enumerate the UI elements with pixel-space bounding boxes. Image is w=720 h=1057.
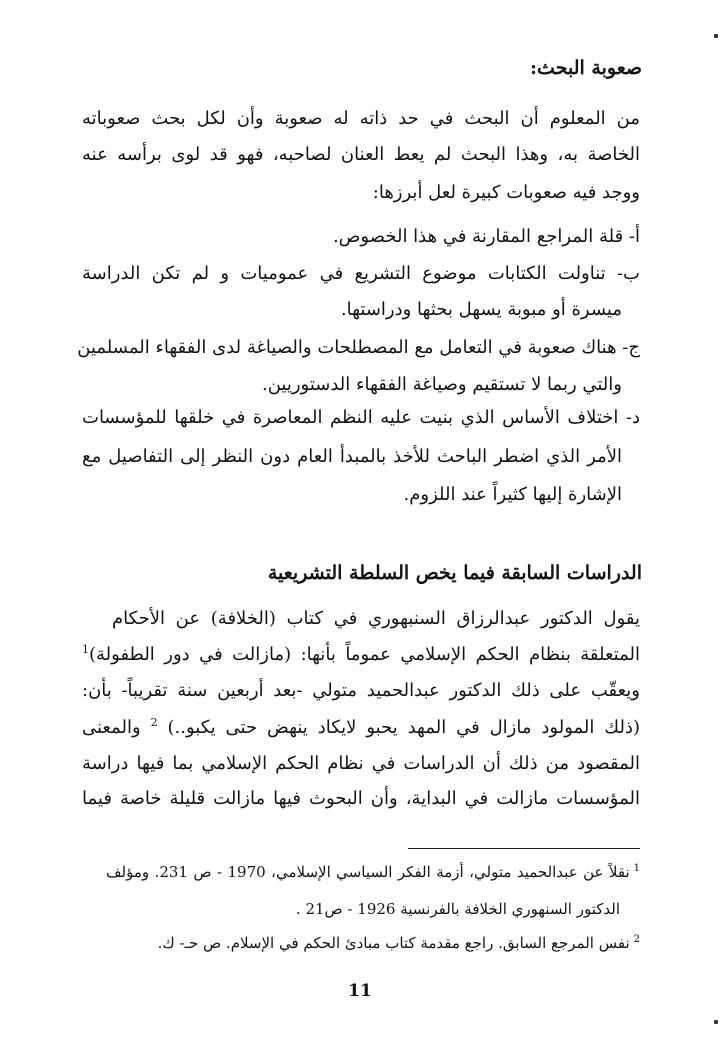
list-item-d-continuation: الإشارة إليها كثيراً عند اللزوم. [403, 484, 622, 505]
list-item-c-continuation: والتي ربما لا تستقيم وصياغة الفقهاء الدستوريين. [261, 374, 622, 395]
paragraph-line [82, 640, 640, 670]
footnote-text: نفس المرجع السابق. راجع مقدمة كتاب مبادئ الحكم في الإسلام. ص حـ- ك. [157, 934, 630, 952]
paragraph-line: يقول الدكتور عبدالرزاق السنبهوري في كتاب (الخلافة) عن الأحكام [112, 608, 640, 629]
list-item-b-continuation: ميسرة أو مبوبة يسهل بحثها ودراستها. [340, 299, 622, 320]
scan-edge-mark [714, 1020, 718, 1024]
list-item-a: أ- قلة المراجع المقارنة في هذا الخصوص. [332, 226, 640, 247]
list-item-d: د- اختلاف الأساس الذي بنيت عليه النظم المعاصرة في خلقها للمؤسسات [82, 407, 640, 428]
scan-edge-mark [714, 34, 718, 38]
footnote-separator [408, 848, 640, 849]
list-item-c: ج- هناك صعوبة في التعامل مع المصطلحات والصياغة لدى الفقهاء المسلمين [77, 337, 640, 358]
paragraph-line: المقصود من ذلك أن الدراسات في نظام الحكم الإسلامي بما فيها دراسة [82, 753, 640, 774]
paragraph-text: والمعنى [82, 717, 141, 738]
list-item-d-continuation: الأمر الذي اضطر الباحث للأخذ بالمبدأ العام دون النظر إلى التفاصيل مع [82, 446, 622, 467]
footnote-1 [106, 859, 640, 885]
footnote-ref-2: 2 [150, 716, 158, 729]
list-item-b: ب- تناولت الكتابات موضوع التشريع في عموميات و لم تكن الدراسة [82, 263, 640, 284]
paragraph-line: ويعقّب على ذلك الدكتور عبدالحميد متولي -بعد أربعين سنة تقريباً- بأن: [82, 680, 640, 701]
paragraph-text: (ذلك المولود مازال في المهد يحبو لايكاد ينهض حتى يكبو..) [167, 717, 640, 738]
footnote-marker: 2 [633, 934, 640, 945]
paragraph-line: المؤسسات مازالت في البداية، وأن البحوث فيها مازالت قليلة خاصة فيما [82, 788, 640, 809]
paragraph-line: ووجد فيه صعوبات كبيرة لعل أبرزها: [372, 182, 640, 203]
page-number: 11 [348, 981, 372, 1001]
footnote-1-continuation: الدكتور السنهوري الخلافة بالفرنسية 1926 - ص21 . [295, 900, 620, 918]
paragraph-line [82, 713, 640, 743]
paragraph-text: المتعلقة بنظام الحكم الإسلامي عموماً بأنها: (مازالت في دور الطفولة) [89, 644, 640, 665]
paragraph-line: من المعلوم أن البحث في حد ذاته له صعوبة وأن لكل بحث صعوباته [82, 108, 640, 129]
paragraph-line: الخاصة به، وهذا البحث لم يعط العنان لصاحبه، فهو قد لوى برأسه عنه [82, 144, 640, 165]
section-heading-previous-studies: الدراسات السابقة فيما يخص السلطة التشريعية [267, 562, 642, 584]
footnote-ref-1: 1 [82, 643, 89, 656]
footnote-marker: 1 [633, 863, 640, 874]
section-heading-research-difficulty: صعوبة البحث: [530, 57, 642, 79]
footnote-2 [106, 930, 640, 956]
footnote-text: نقلاً عن عبدالحميد متولي، أزمة الفكر السياسي الإسلامي، 1970 - ص 231. ومؤلف [106, 863, 630, 881]
